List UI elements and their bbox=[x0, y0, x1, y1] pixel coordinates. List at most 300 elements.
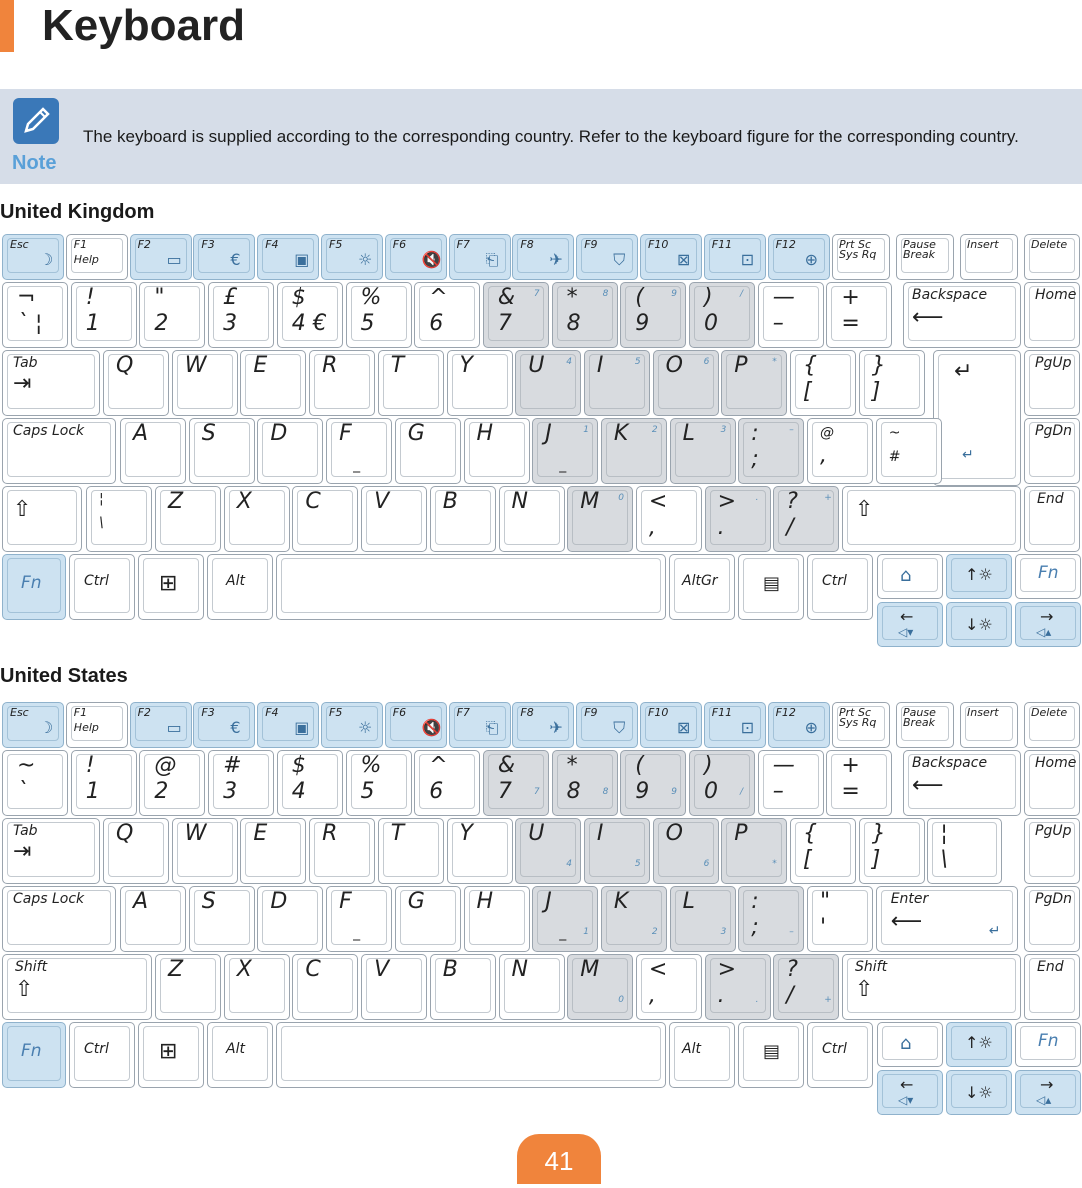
key-legend: Y bbox=[459, 353, 473, 378]
up-brightness-icon: ↑☼ bbox=[965, 565, 993, 584]
key-legend: F8 bbox=[520, 238, 534, 251]
key-legend: Pause bbox=[903, 706, 936, 719]
key-right bbox=[1015, 1070, 1081, 1115]
key-legend: F1 bbox=[73, 706, 88, 719]
key-legend: ↵ bbox=[954, 359, 973, 384]
key-legend: Break bbox=[903, 248, 935, 261]
key-legend: F6 bbox=[392, 238, 407, 251]
esc-fn-icon: ☽ bbox=[39, 250, 54, 269]
key-legend: 4 bbox=[291, 779, 306, 804]
key-legend: F5 bbox=[329, 706, 343, 719]
key-letter-w bbox=[172, 818, 238, 884]
key-legend: ⇧ bbox=[855, 497, 874, 522]
key-legend: ^ bbox=[429, 285, 448, 310]
key-num-8 bbox=[552, 750, 618, 816]
key-legend: PgDn bbox=[1035, 423, 1072, 439]
key-legend: 0 bbox=[618, 995, 624, 1005]
key-pgdn bbox=[1024, 418, 1080, 484]
key-legend: – bbox=[772, 779, 784, 804]
left-arrow-icon: ← bbox=[900, 607, 914, 626]
key-legend: K bbox=[613, 889, 629, 914]
key-legend: H bbox=[476, 421, 494, 446]
f8-fn-icon: ✈ bbox=[549, 250, 563, 269]
menu-icon: ▤ bbox=[763, 573, 781, 594]
f4-fn-icon: ▣ bbox=[294, 250, 310, 269]
key-legend: U bbox=[528, 353, 545, 378]
key-legend: ¦ bbox=[99, 491, 104, 507]
key-legend: M bbox=[580, 957, 600, 982]
key-legend: ⇥ bbox=[13, 371, 32, 396]
key-legend: Break bbox=[903, 716, 935, 729]
key-legend: Backspace bbox=[912, 287, 988, 303]
key-legend: E bbox=[253, 821, 268, 846]
key-legend: G bbox=[407, 421, 425, 446]
key-altgr bbox=[669, 554, 735, 620]
key-letter-q bbox=[103, 350, 169, 416]
key-legend: N bbox=[511, 489, 528, 514]
key-legend: 1 bbox=[583, 425, 589, 435]
key-legend: } bbox=[871, 353, 886, 378]
key-legend: ( bbox=[635, 285, 644, 310]
key-legend: X bbox=[236, 489, 252, 514]
key-legend: Sys Rq bbox=[839, 716, 877, 729]
key-legend: * bbox=[772, 357, 777, 367]
key-legend: + bbox=[824, 493, 832, 503]
key-legend: 8 bbox=[566, 311, 581, 336]
key-alt-left bbox=[207, 1022, 273, 1088]
key-letter-g bbox=[395, 886, 461, 952]
key-f2 bbox=[130, 702, 192, 748]
key-home bbox=[1024, 282, 1080, 348]
key-legend: R bbox=[322, 353, 338, 378]
key-num-2 bbox=[139, 750, 205, 816]
key-num-12 bbox=[826, 750, 892, 816]
key-legend: 7 bbox=[533, 787, 540, 797]
key-letter-r bbox=[309, 350, 375, 416]
key-legend: 5 bbox=[360, 311, 375, 336]
key-legend: ? bbox=[786, 489, 798, 514]
f9-fn-icon: ⛉ bbox=[613, 718, 626, 737]
key-legend: W bbox=[184, 353, 207, 378]
key-down bbox=[946, 1070, 1012, 1115]
key-legend: < bbox=[648, 489, 668, 514]
key-num-11 bbox=[758, 750, 824, 816]
key-legend: ⟵ bbox=[912, 305, 944, 330]
key-legend: Fn bbox=[1038, 1031, 1059, 1051]
key-f6 bbox=[385, 702, 447, 748]
key-insert bbox=[960, 702, 1018, 748]
down-brightness-icon: ↓☼ bbox=[965, 615, 993, 634]
key-legend: Tab bbox=[13, 823, 38, 839]
key-num-6 bbox=[414, 750, 480, 816]
key-period bbox=[705, 954, 771, 1020]
key-legend: 7 bbox=[497, 311, 512, 336]
key-legend: D bbox=[270, 889, 288, 914]
key-legend: Prt Sc bbox=[839, 238, 871, 251]
key-letter-o bbox=[653, 350, 719, 416]
key-legend: ! bbox=[85, 753, 95, 778]
key-legend: / bbox=[786, 983, 794, 1008]
key-pgup bbox=[1024, 818, 1080, 884]
key-f4 bbox=[257, 234, 319, 280]
key-legend: H bbox=[476, 889, 494, 914]
key-pgup bbox=[1024, 350, 1080, 416]
key-ctrl-left bbox=[69, 1022, 135, 1088]
key-legend: & bbox=[497, 285, 516, 310]
key-num-12 bbox=[826, 282, 892, 348]
key-legend: – bbox=[772, 311, 784, 336]
key-right bbox=[1015, 602, 1081, 647]
key-f11 bbox=[704, 702, 766, 748]
key-legend: L bbox=[682, 421, 695, 446]
key-letter-k bbox=[601, 418, 667, 484]
volume-down-icon: ◁▾ bbox=[898, 1093, 914, 1107]
key-legend: — bbox=[772, 753, 795, 778]
key-space bbox=[276, 1022, 666, 1088]
key-up bbox=[946, 554, 1012, 599]
key-legend: F9 bbox=[584, 238, 598, 251]
key-legend: 2 bbox=[154, 779, 169, 804]
key-legend: 5 bbox=[634, 357, 641, 367]
key-letter-x bbox=[224, 954, 290, 1020]
menu-icon: ▤ bbox=[763, 1041, 781, 1062]
key-legend: Help bbox=[73, 721, 99, 734]
key-legend: Fn bbox=[21, 573, 42, 593]
key-legend: / bbox=[740, 289, 744, 299]
key-legend: ` bbox=[17, 779, 28, 804]
key-letter-v bbox=[361, 486, 427, 552]
key-num-6 bbox=[414, 282, 480, 348]
key-legend: _ bbox=[353, 457, 361, 473]
up-brightness-icon: ↑☼ bbox=[965, 1033, 993, 1052]
right-arrow-icon: → bbox=[1040, 1075, 1054, 1094]
key-num-2 bbox=[139, 282, 205, 348]
key-shift-right bbox=[842, 486, 1021, 552]
key-legend: ¦ bbox=[940, 821, 948, 846]
key-letter-p bbox=[721, 818, 787, 884]
key-legend: 8 bbox=[566, 779, 581, 804]
key-legend: ⇧ bbox=[855, 977, 874, 1002]
key-backspace bbox=[903, 282, 1021, 348]
key-legend: + bbox=[841, 753, 860, 778]
key-num-4 bbox=[277, 282, 343, 348]
f7-fn-icon: ⎗ bbox=[485, 718, 499, 737]
key-legend: K bbox=[613, 421, 629, 446]
key-legend: 6 bbox=[429, 311, 444, 336]
key-f11 bbox=[704, 234, 766, 280]
key-pause bbox=[896, 234, 954, 280]
key-legend: Home bbox=[1035, 755, 1077, 771]
key-num-1 bbox=[71, 750, 137, 816]
key-letter-c bbox=[292, 486, 358, 552]
key-legend: > bbox=[717, 489, 737, 514]
key-legend: ; bbox=[751, 915, 759, 940]
key-legend: & bbox=[497, 753, 516, 778]
key-legend: F8 bbox=[520, 706, 534, 719]
key-letter-w bbox=[172, 350, 238, 416]
key-legend: M bbox=[580, 489, 600, 514]
key-delete bbox=[1024, 234, 1080, 280]
key-legend: _ bbox=[559, 457, 567, 473]
key-legend: D bbox=[270, 421, 288, 446]
key-legend: : bbox=[751, 889, 759, 914]
volume-up-icon: ◁▴ bbox=[1036, 625, 1052, 639]
key-letter-y bbox=[447, 818, 513, 884]
key-period bbox=[705, 486, 771, 552]
key-insert bbox=[960, 234, 1018, 280]
note-pencil-icon bbox=[13, 98, 59, 144]
key-legend: [ bbox=[803, 847, 812, 872]
key-legend: Q bbox=[116, 821, 134, 846]
key-legend: 9 bbox=[635, 779, 650, 804]
key-legend: Caps Lock bbox=[13, 891, 85, 907]
key-end bbox=[1024, 486, 1080, 552]
key-semicolon bbox=[738, 886, 804, 952]
key-legend: } bbox=[871, 821, 886, 846]
key-letter-a bbox=[120, 418, 186, 484]
key-legend: Delete bbox=[1031, 238, 1068, 251]
section-title-uk: United Kingdom bbox=[0, 201, 155, 223]
key-quote bbox=[807, 886, 873, 952]
key-legend: , bbox=[648, 515, 656, 540]
key-legend: R bbox=[322, 821, 338, 846]
key-letter-n bbox=[499, 954, 565, 1020]
key-letter-o bbox=[653, 818, 719, 884]
key-pause bbox=[896, 702, 954, 748]
key-legend: 3 bbox=[223, 311, 238, 336]
home-icon: ⌂ bbox=[900, 565, 912, 586]
key-backspace bbox=[903, 750, 1021, 816]
key-legend: £ bbox=[223, 285, 238, 310]
key-legend: PgDn bbox=[1035, 891, 1072, 907]
key-legend: Z bbox=[168, 489, 184, 514]
key-f9 bbox=[576, 702, 638, 748]
key-letter-u bbox=[515, 350, 581, 416]
key-legend: ⇧ bbox=[13, 497, 32, 522]
home-icon: ⌂ bbox=[900, 1033, 912, 1054]
key-legend: ⟵ bbox=[890, 909, 923, 934]
key-legend: = bbox=[841, 311, 860, 336]
key-legend: Z bbox=[168, 957, 184, 982]
key-legend: S bbox=[201, 889, 216, 914]
key-legend: Sys Rq bbox=[839, 248, 877, 261]
key-brace bbox=[790, 350, 856, 416]
key-windows bbox=[138, 1022, 204, 1088]
f6-fn-icon: 🔇 bbox=[421, 718, 442, 737]
key-letter-s bbox=[189, 886, 255, 952]
key-legend: ] bbox=[871, 847, 881, 872]
key-letter-a bbox=[120, 886, 186, 952]
key-legend: Alt bbox=[226, 573, 245, 589]
key-legend: Insert bbox=[967, 706, 999, 719]
key-menu bbox=[738, 554, 804, 620]
key-legend: I bbox=[596, 353, 604, 378]
key-legend: 4 € bbox=[291, 311, 327, 336]
key-letter-k bbox=[601, 886, 667, 952]
key-legend: _ bbox=[353, 925, 361, 941]
f3-fn-icon: € bbox=[230, 250, 241, 269]
key-legend: _ bbox=[559, 925, 567, 941]
key-f8 bbox=[512, 702, 574, 748]
key-letter-p bbox=[721, 350, 787, 416]
key-f5 bbox=[321, 702, 383, 748]
key-legend: F3 bbox=[201, 238, 215, 251]
f9-fn-icon: ⛉ bbox=[613, 250, 626, 269]
key-legend: ) bbox=[704, 753, 713, 778]
key-legend: = bbox=[841, 779, 860, 804]
key-comma bbox=[636, 486, 702, 552]
key-altgr bbox=[669, 1022, 735, 1088]
key-fn-left bbox=[2, 554, 66, 620]
key-num-5 bbox=[346, 750, 412, 816]
key-legend: 5 bbox=[360, 779, 375, 804]
key-legend: { bbox=[803, 353, 817, 378]
f5-fn-icon: ☼ bbox=[358, 718, 373, 737]
key-letter-t bbox=[378, 350, 444, 416]
key-legend: 4 bbox=[566, 357, 572, 367]
key-legend: ^ bbox=[429, 753, 448, 778]
key-legend: 7 bbox=[497, 779, 512, 804]
key-legend: \ bbox=[99, 515, 104, 531]
key-legend: 2 bbox=[651, 425, 658, 435]
key-pgdn bbox=[1024, 886, 1080, 952]
key-legend: G bbox=[407, 889, 425, 914]
key-slash bbox=[773, 954, 839, 1020]
key-legend: F2 bbox=[137, 238, 151, 251]
key-legend: Esc bbox=[10, 238, 29, 251]
key-legend: F5 bbox=[329, 238, 343, 251]
key-quote bbox=[807, 418, 873, 484]
key-legend: " bbox=[154, 285, 165, 310]
key-legend: 2 bbox=[154, 311, 169, 336]
key-legend: 8 bbox=[602, 787, 609, 797]
key-legend: J bbox=[545, 421, 552, 446]
key-fn-right bbox=[1015, 1022, 1081, 1067]
key-f10 bbox=[640, 234, 702, 280]
key-legend: Fn bbox=[21, 1041, 42, 1061]
key-shift-left bbox=[2, 486, 82, 552]
key-hash bbox=[876, 418, 942, 484]
f12-fn-icon: ⊕ bbox=[804, 718, 818, 737]
key-letter-i bbox=[584, 350, 650, 416]
key-legend: : bbox=[751, 421, 759, 446]
down-brightness-icon: ↓☼ bbox=[965, 1083, 993, 1102]
left-arrow-icon: ← bbox=[900, 1075, 914, 1094]
f3-fn-icon: € bbox=[230, 718, 241, 737]
key-legend: * bbox=[772, 859, 777, 869]
key-legend: F4 bbox=[265, 238, 279, 251]
key-letter-v bbox=[361, 954, 427, 1020]
key-f6 bbox=[385, 234, 447, 280]
key-legend: 9 bbox=[671, 787, 678, 797]
key-legend: C bbox=[305, 489, 321, 514]
key-end bbox=[1024, 954, 1080, 1020]
key-letter-h bbox=[464, 886, 530, 952]
key-num-7 bbox=[483, 750, 549, 816]
key-legend: 6 bbox=[429, 779, 444, 804]
key-legend: F bbox=[339, 889, 352, 914]
key-legend: # bbox=[888, 449, 901, 465]
key-legend: Alt bbox=[226, 1041, 245, 1057]
key-ctrl-right bbox=[807, 554, 873, 620]
key-letter-f bbox=[326, 418, 392, 484]
key-legend: . bbox=[755, 995, 759, 1005]
key-f5 bbox=[321, 234, 383, 280]
key-delete bbox=[1024, 702, 1080, 748]
page-title: Keyboard bbox=[42, 1, 245, 50]
key-enter bbox=[876, 886, 1018, 952]
key-f7 bbox=[449, 234, 511, 280]
f8-fn-icon: ✈ bbox=[549, 718, 563, 737]
key-legend: * bbox=[566, 285, 578, 310]
key-legend: F11 bbox=[711, 238, 733, 251]
key-legend: F7 bbox=[456, 238, 470, 251]
key-legend: Ctrl bbox=[822, 1041, 847, 1057]
key-letter-d bbox=[257, 418, 323, 484]
key-legend: $ bbox=[291, 285, 306, 310]
key-letter-d bbox=[257, 886, 323, 952]
key-letter-n bbox=[499, 486, 565, 552]
windows-logo-icon: ⊞ bbox=[159, 571, 178, 596]
f10-fn-icon: ⊠ bbox=[677, 250, 691, 269]
key-letter-r bbox=[309, 818, 375, 884]
key-legend: – bbox=[789, 425, 794, 435]
key-down bbox=[946, 602, 1012, 647]
key-legend: F1 bbox=[73, 238, 88, 251]
title-accent-bar bbox=[0, 0, 14, 52]
key-legend: 3 bbox=[720, 927, 727, 937]
key-num-0 bbox=[2, 750, 68, 816]
key-legend: A bbox=[133, 421, 149, 446]
key-legend: End bbox=[1037, 491, 1064, 507]
key-esc bbox=[2, 702, 64, 748]
key-capslock bbox=[2, 886, 116, 952]
key-backslash bbox=[927, 818, 1002, 884]
key-legend: ~ bbox=[17, 753, 36, 778]
key-home bbox=[1024, 750, 1080, 816]
key-letter-e bbox=[240, 350, 306, 416]
key-num-9 bbox=[620, 750, 686, 816]
key-legend: 9 bbox=[635, 311, 650, 336]
key-letter-x bbox=[224, 486, 290, 552]
key-f12 bbox=[768, 234, 830, 280]
key-legend: T bbox=[390, 821, 405, 846]
key-legend: . bbox=[755, 493, 759, 503]
key-num-10 bbox=[689, 750, 755, 816]
key-shift-left bbox=[2, 954, 152, 1020]
key-legend: X bbox=[236, 957, 252, 982]
key-num-4 bbox=[277, 750, 343, 816]
key-legend: # bbox=[223, 753, 242, 778]
key-num-10 bbox=[689, 282, 755, 348]
key-legend: A bbox=[133, 889, 149, 914]
key-legend: 6 bbox=[703, 859, 710, 869]
key-legend: Insert bbox=[967, 238, 999, 251]
key-legend: . bbox=[717, 983, 725, 1008]
key-legend: { bbox=[803, 821, 817, 846]
key-legend: 6 bbox=[703, 357, 710, 367]
key-legend: Shift bbox=[15, 959, 48, 975]
note-text: The keyboard is supplied according to the corresponding country. Refer to the keyboard figure for the corresponding country. bbox=[83, 127, 1019, 146]
f11-fn-icon: ⊡ bbox=[740, 718, 755, 737]
key-enter bbox=[933, 350, 1021, 486]
key-legend: [ bbox=[803, 379, 812, 404]
key-legend: 9 bbox=[671, 289, 678, 299]
key-f4 bbox=[257, 702, 319, 748]
key-space bbox=[276, 554, 666, 620]
key-legend: Y bbox=[459, 821, 473, 846]
key-legend: N bbox=[511, 957, 528, 982]
